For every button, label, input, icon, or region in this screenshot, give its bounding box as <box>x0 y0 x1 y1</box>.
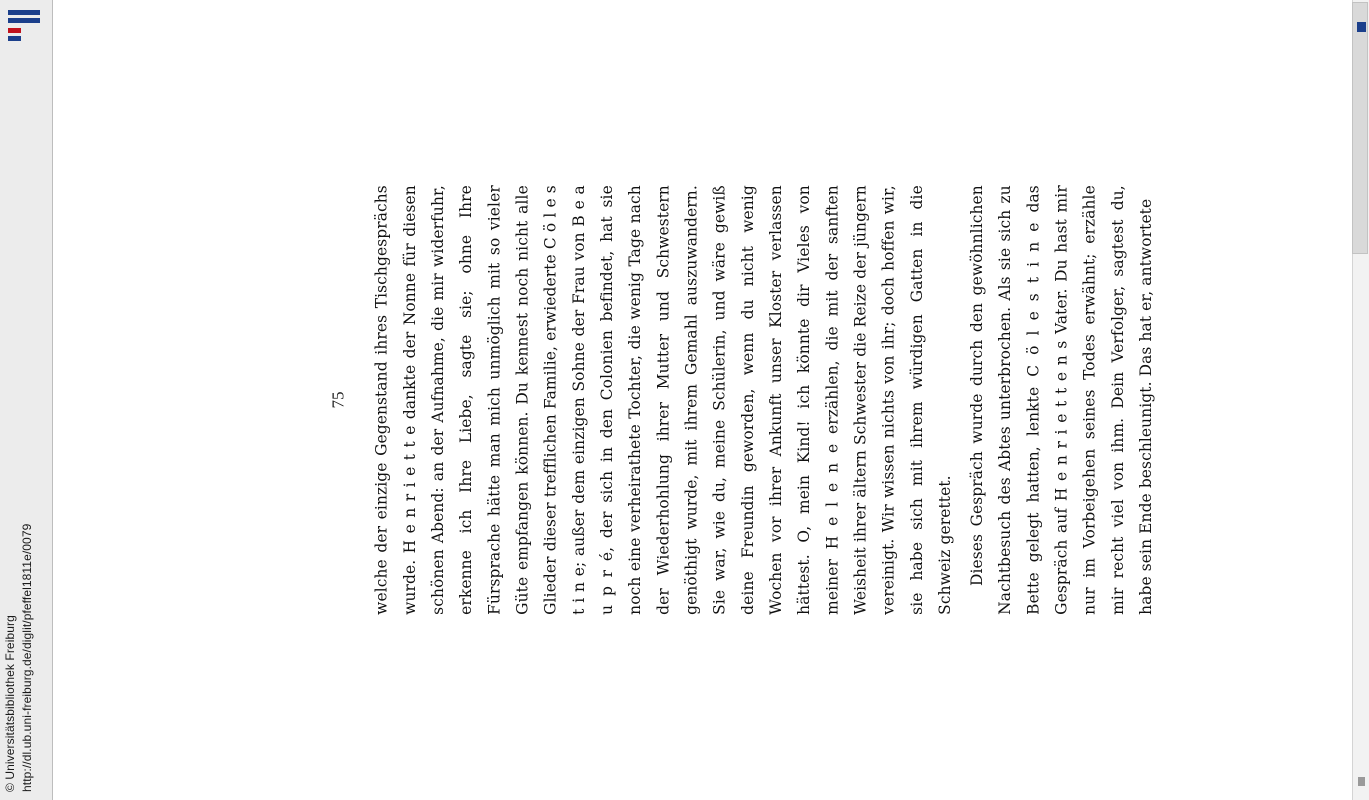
page-body-text <box>368 185 1161 615</box>
copyright-label: © Universitätsbibliothek Freiburg <box>3 615 17 792</box>
logo-bar-3 <box>8 28 21 33</box>
scanned-page[interactable] <box>53 0 1353 800</box>
paragraph-1: welche der einzige Gegenstand ihres Tischgesprächs wurde. H e n r i e t t e dankte der Nonne für diesen schönen Abend: an der Aufnahme, die mir widerfuhr, erkenne ich Ihre Liebe, sagte sie; ohne Ihre Fürsprache hätte man mich unmöglich mit so vieler Güte empfangen können. Du kennest noch nicht alle Glieder dieser trefflichen Familie, erwiederte C ö l e s t i n e; außer dem einzigen Sohne der Frau von B e a u p r é, der sich in den Colonien befindet, hat sie noch eine verheirathete Tochter, die wenig Tage nach der Wiederhohlung ihrer Mutter und Schwestern genöthigt wurde, mit ihrem Gemahl auszuwandern. Sie war, wie du, meine Schülerin, und wäre gewiß deine Freundin geworden, wenn du nicht wenig Wochen vor ihrer Ankunft unser Kloster verlassen hättest. O, mein Kind! ich könnte dir Vieles von meiner H e l e n e erzählen, die mit der sanften Weisheit ihrer ältern Schwester die Reize der jüngern vereinigt. Wir wissen nichts von ihr; doch hoffen wir, sie habe sich mit ihrem würdigen Gatten in die Schweiz gerettet. <box>372 185 954 615</box>
page-rotation-wrapper <box>53 0 1353 800</box>
scroll-marker-blue-icon <box>1357 22 1366 32</box>
scroll-marker-grey-icon <box>1358 777 1365 786</box>
page-content <box>317 151 1155 649</box>
page-number: 75 <box>328 391 348 409</box>
paragraph-2: Dieses Gespräch wurde durch den gewöhnlichen Nachtbesuch des Abtes unterbrochen. Als sie sich zu Bette gelegt hatten, lenkte C ö l e s t i n e das Gespräch auf H e n r i e t t e n s Vater. Du hast mir nur im Vorbeigehen seines Todes erwähnt; erzähle mir recht viel von ihm. Dein Verfolger, sagtest du, habe sein Ende beschleunigt. Das hat er, antwortete <box>967 185 1155 615</box>
logo-bar-1 <box>8 10 40 15</box>
source-url-label[interactable]: http://dl.ub.uni-freiburg.de/diglit/pfeffel1811e/0079 <box>20 523 34 792</box>
logo-bar-2 <box>8 18 40 23</box>
vertical-scrollbar[interactable] <box>1352 0 1369 800</box>
viewer-sidebar <box>0 0 53 800</box>
logo-bar-4 <box>8 36 21 41</box>
scrollbar-thumb[interactable] <box>1352 2 1368 254</box>
university-library-logo-icon <box>8 8 44 42</box>
sidebar-vertical-text <box>4 272 48 792</box>
